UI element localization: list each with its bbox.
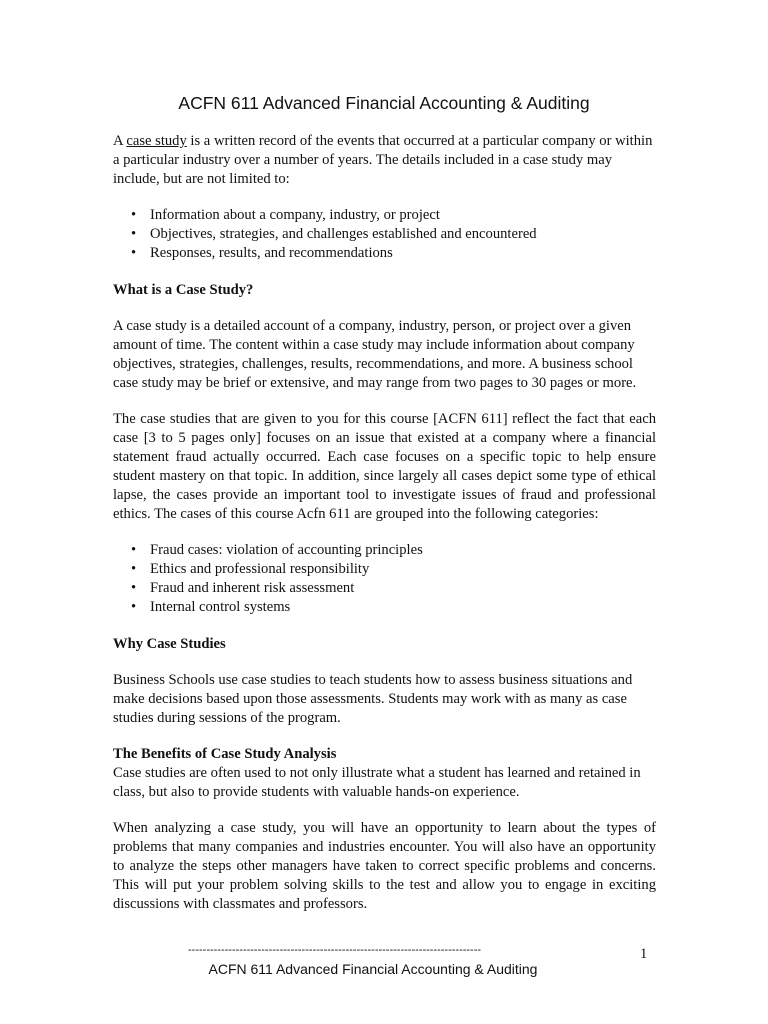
bullet-icon: • xyxy=(131,542,137,558)
list-item-text: Responses, results, and recommendations xyxy=(150,245,393,261)
list-item xyxy=(113,244,656,263)
what-is-paragraph-2: The case studies that are given to you for this course [ACFN 611] reflect the fact that each case [3 to 5 pages only] focuses on an issue that existed at a company where a financial statement fraud actually occurred. Each case focuses on a specific topic to help ensure student mastery on that topic. In addition, since largely all cases depict some type of ethical lapse, the cases provide an important tool to investigate issues of fraud and professional ethics. The cases of this course Acfn 611 are grouped into the following categories: xyxy=(113,411,656,522)
list-item xyxy=(113,206,656,225)
why-paragraph: Business Schools use case studies to teach students how to assess business situations and make decisions based upon those assessments. Students may work with as many as case studies during sessions of the program. xyxy=(113,672,633,726)
intro-paragraph xyxy=(113,132,656,189)
list-item-text: Fraud and inherent risk assessment xyxy=(150,580,355,596)
section-heading-why: Why Case Studies xyxy=(113,636,226,652)
document-body xyxy=(113,132,656,914)
section-heading-what-is: What is a Case Study? xyxy=(113,282,254,298)
intro-bullet-list xyxy=(113,206,656,263)
section-heading-benefits: The Benefits of Case Study Analysis xyxy=(113,746,337,762)
benefits-paragraph-1: Case studies are often used to not only illustrate what a student has learned and retained in class, but also to provide students with valuable hands-on experience. xyxy=(113,765,641,800)
list-item-text: Internal control systems xyxy=(150,599,291,615)
bullet-icon: • xyxy=(131,561,137,577)
case-study-term: case study xyxy=(126,133,187,149)
bullet-icon: • xyxy=(131,580,137,596)
list-item xyxy=(113,541,656,560)
footer-title: ACFN 611 Advanced Financial Accounting & Auditing xyxy=(208,961,538,977)
list-item xyxy=(113,560,656,579)
benefits-paragraph-2: When analyzing a case study, you will have an opportunity to learn about the types of problems that many companies and industries encounter. You will also have an opportunity to analyze the steps other managers have taken to correct specific problems and concerns. This will put your problem solving skills to the test and allow you to engage in exciting discussions with classmates and professors. xyxy=(113,820,656,912)
intro-rest: is a written record of the events that occurred at a particular company or within a particular industry over a number of years. The details included in a case study may include, but are not limited to: xyxy=(113,133,653,187)
bullet-icon: • xyxy=(131,207,137,223)
what-is-paragraph-1: A case study is a detailed account of a company, industry, person, or project over a given amount of time. The content within a case study may include information about company objectives, strategies, challenges, results, recommendations, and more. A business school case study may be brief or extensive, and may range from two pages to 30 pages or more. xyxy=(113,318,637,391)
page-title: ACFN 611 Advanced Financial Accounting & Auditing xyxy=(178,93,590,113)
list-item-text: Ethics and professional responsibility xyxy=(150,561,370,577)
categories-bullet-list xyxy=(113,541,656,617)
list-item xyxy=(113,225,656,244)
footer-rule: -------------------------------------------------------------------------------- xyxy=(188,944,482,956)
intro-lead: A xyxy=(113,133,127,149)
bullet-icon: • xyxy=(131,245,137,261)
list-item-text: Objectives, strategies, and challenges established and encountered xyxy=(150,226,537,242)
page-number: 1 xyxy=(640,946,648,962)
list-item xyxy=(113,598,656,617)
list-item xyxy=(113,579,656,598)
list-item-text: Information about a company, industry, or project xyxy=(150,207,440,223)
bullet-icon: • xyxy=(131,226,137,242)
bullet-icon: • xyxy=(131,599,137,615)
list-item-text: Fraud cases: violation of accounting principles xyxy=(150,542,423,558)
